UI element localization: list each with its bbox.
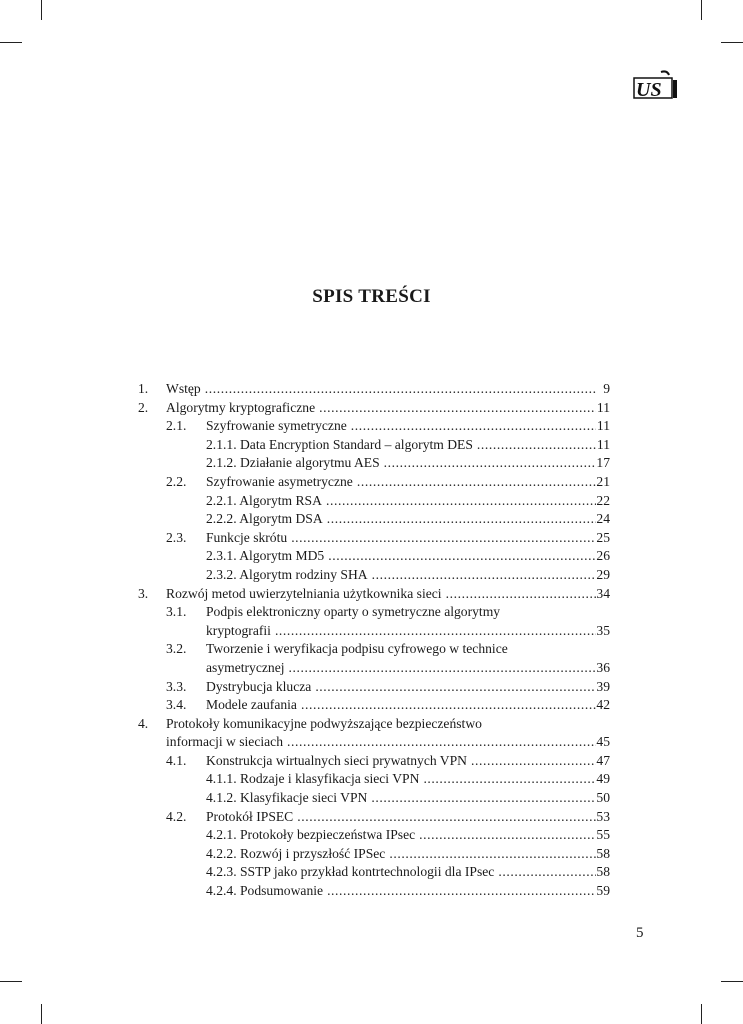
toc-entry-label: 2.3.1. Algorytm MD5 (206, 548, 325, 564)
crop-mark (0, 42, 22, 43)
toc-entry-label: Protokół IPSEC (206, 808, 294, 824)
toc-entry-text (166, 399, 610, 418)
toc-entry-label: Wstęp (166, 381, 201, 396)
toc-entry-page: 34 (596, 585, 610, 601)
toc-entry-label: 2.2.2. Algorytm DSA (206, 511, 323, 527)
toc-entry-page: 22 (596, 492, 610, 508)
crop-mark (721, 981, 743, 982)
toc-dot-leader (311, 678, 596, 697)
toc-entry-page: 49 (596, 771, 610, 787)
toc-entry (138, 603, 610, 622)
toc-entry-number: 2.2. (166, 473, 187, 489)
toc-entry-text (166, 380, 610, 399)
toc-dot-leader (323, 882, 596, 901)
toc-entry (138, 399, 610, 418)
toc-entry (138, 510, 610, 529)
toc-entry-page: 59 (596, 883, 610, 899)
toc-entry-label: 4.1.1. Rodzaje i klasyfikacja sieci VPN (206, 771, 420, 787)
toc-entry-page: 26 (596, 548, 610, 564)
toc-entry-label: 2.2.1. Algorytm RSA (206, 492, 322, 508)
toc-entry-text (206, 566, 610, 585)
toc-entry-label: Rozwój metod uwierzytelniania użytkownika sieci (166, 585, 442, 601)
toc-entry-text (206, 603, 610, 622)
toc-entry-page: 47 (596, 752, 610, 768)
toc-entry (138, 845, 610, 864)
toc-entry-label: Konstrukcja wirtualnych sieci prywatnych VPN (206, 752, 467, 768)
toc-entry-text (206, 417, 610, 436)
toc-entry-label: Tworzenie i weryfikacja podpisu cyfrowego w technice (206, 641, 508, 657)
toc-entry-page: 42 (596, 697, 610, 713)
page-number: 5 (636, 925, 644, 941)
toc-entry-text (206, 882, 610, 901)
toc-entry-label: 4.2.3. SSTP jako przykład kontrtechnologii dla IPsec (206, 864, 495, 880)
toc-entry-number: 2.3. (166, 529, 187, 545)
toc-entry-text (206, 454, 610, 473)
toc-entry (138, 678, 610, 697)
toc-entry-page: 24 (596, 511, 610, 527)
toc-entry-label: informacji w sieciach (166, 734, 284, 750)
toc-entry-label: 2.1.1. Data Encryption Standard – algorytm DES (206, 436, 473, 452)
toc-entry-label: asymetrycznej (206, 659, 285, 675)
toc-entry-text (206, 770, 610, 789)
toc-entry (138, 566, 610, 585)
toc-dot-leader (473, 436, 596, 455)
toc-entry-text (166, 733, 610, 752)
crop-mark (41, 0, 42, 20)
toc-dot-leader (419, 770, 596, 789)
toc-entry-label: Szyfrowanie symetryczne (206, 418, 347, 434)
toc-entry-page: 29 (596, 566, 610, 582)
toc-dot-leader (283, 733, 596, 752)
toc-dot-leader (442, 585, 596, 604)
toc-entry (138, 863, 610, 882)
toc-dot-leader (297, 696, 596, 715)
toc-entry-text (206, 547, 610, 566)
toc-entry-page: 9 (603, 381, 610, 396)
toc-entry (138, 733, 610, 752)
toc-entry-text (206, 622, 610, 641)
toc-entry-text (206, 510, 610, 529)
toc-entry-number: 4.2. (166, 808, 187, 824)
toc-entry-label: Podpis elektroniczny oparty o symetryczne algorytmy (206, 604, 501, 620)
toc-entry-page: 58 (596, 845, 610, 861)
crop-mark (0, 981, 22, 982)
toc-entry-text (206, 473, 610, 492)
toc-entry-page: 45 (596, 734, 610, 750)
crop-mark (701, 1004, 702, 1024)
toc-entry-label: Protokoły komunikacyjne podwyższające bezpieczeństwo (166, 715, 482, 731)
toc-entry (138, 529, 610, 548)
toc-entry-label: Algorytmy kryptograficzne (166, 399, 316, 415)
toc-dot-leader (323, 510, 596, 529)
toc-dot-leader (380, 454, 596, 473)
toc-entry (138, 808, 610, 827)
publisher-logo-icon (633, 70, 679, 100)
toc-entry-label: kryptografii (206, 622, 271, 638)
toc-entry-text (166, 585, 610, 604)
toc-entry (138, 492, 610, 511)
toc-entry-number: 2. (138, 399, 149, 415)
toc-dot-leader (271, 622, 596, 641)
toc-dot-leader (324, 547, 596, 566)
toc-entry-text (206, 492, 610, 511)
table-of-contents (138, 380, 610, 901)
toc-entry-text (206, 845, 610, 864)
toc-entry-label: 4.2.1. Protokoły bezpieczeństwa IPsec (206, 827, 416, 843)
toc-dot-leader (367, 789, 596, 808)
toc-entry-number: 3.2. (166, 641, 187, 657)
toc-entry-text (206, 789, 610, 808)
toc-entry-text (206, 696, 610, 715)
toc-entry (138, 380, 610, 399)
toc-entry-page: 50 (596, 790, 610, 806)
toc-dot-leader (315, 399, 596, 418)
toc-entry-page: 25 (596, 529, 610, 545)
toc-entry (138, 659, 610, 678)
crop-mark (41, 1004, 42, 1024)
toc-entry-label: Dystrybucja klucza (206, 678, 312, 694)
toc-entry-number: 3. (138, 585, 149, 601)
toc-entry-number: 2.1. (166, 418, 187, 434)
toc-entry-text (206, 863, 610, 882)
toc-dot-leader (285, 659, 596, 678)
toc-entry (138, 770, 610, 789)
toc-dot-leader (385, 845, 596, 864)
toc-entry (138, 547, 610, 566)
toc-entry-page: 11 (596, 399, 610, 415)
toc-entry-page: 21 (596, 473, 610, 489)
toc-entry-label: Szyfrowanie asymetryczne (206, 473, 353, 489)
crop-mark (721, 42, 743, 43)
toc-entry (138, 789, 610, 808)
toc-entry-text (206, 752, 610, 771)
toc-entry-page: 17 (596, 455, 610, 471)
toc-entry-text (206, 436, 610, 455)
toc-entry-text (206, 659, 610, 678)
toc-entry-number: 3.1. (166, 604, 187, 620)
toc-entry-page: 58 (596, 864, 610, 880)
toc-dot-leader (368, 566, 596, 585)
toc-entry-page: 11 (596, 436, 610, 452)
toc-dot-leader (353, 473, 596, 492)
toc-entry-text (206, 808, 610, 827)
toc-entry-number: 3.3. (166, 678, 187, 694)
toc-dot-leader (415, 826, 596, 845)
toc-entry-label: Modele zaufania (206, 697, 297, 713)
toc-entry-page: 11 (596, 418, 610, 434)
toc-entry (138, 585, 610, 604)
toc-entry (138, 752, 610, 771)
toc-dot-leader (293, 808, 596, 827)
toc-entry-page: 36 (596, 659, 610, 675)
toc-entry-label: 4.2.4. Podsumowanie (206, 883, 324, 899)
toc-entry (138, 473, 610, 492)
toc-entry-text (206, 640, 610, 659)
toc-entry-label: 2.3.2. Algorytm rodziny SHA (206, 566, 368, 582)
toc-entry (138, 417, 610, 436)
toc-entry-text (206, 826, 610, 845)
toc-dot-leader (467, 752, 596, 771)
toc-entry (138, 436, 610, 455)
toc-entry (138, 622, 610, 641)
toc-entry-text (206, 529, 610, 548)
toc-entry-number: 4.1. (166, 752, 187, 768)
toc-entry (138, 454, 610, 473)
toc-entry (138, 715, 610, 734)
toc-entry (138, 696, 610, 715)
toc-entry-label: 4.1.2. Klasyfikacje sieci VPN (206, 790, 368, 806)
toc-dot-leader (322, 492, 596, 511)
toc-entry-label: Funkcje skrótu (206, 529, 288, 545)
toc-entry-page: 55 (596, 827, 610, 843)
toc-entry-text (166, 715, 610, 734)
toc-entry-page: 53 (596, 808, 610, 824)
toc-entry-label: 4.2.2. Rozwój i przyszłość IPSec (206, 845, 386, 861)
toc-dot-leader (287, 529, 596, 548)
toc-entry-label: 2.1.2. Działanie algorytmu AES (206, 455, 380, 471)
toc-entry (138, 882, 610, 901)
toc-entry-page: 35 (596, 622, 610, 638)
toc-entry-number: 1. (138, 381, 149, 396)
toc-dot-leader (347, 417, 596, 436)
toc-entry-page: 39 (596, 678, 610, 694)
toc-entry (138, 826, 610, 845)
toc-dot-leader (494, 863, 596, 882)
toc-entry-text (206, 678, 610, 697)
toc-dot-leader (201, 380, 596, 399)
toc-entry-number: 3.4. (166, 697, 187, 713)
svg-text:US: US (636, 79, 662, 100)
page-title: SPIS TREŚCI (312, 286, 431, 307)
toc-entry (138, 640, 610, 659)
toc-entry-number: 4. (138, 715, 149, 731)
crop-mark (701, 0, 702, 20)
